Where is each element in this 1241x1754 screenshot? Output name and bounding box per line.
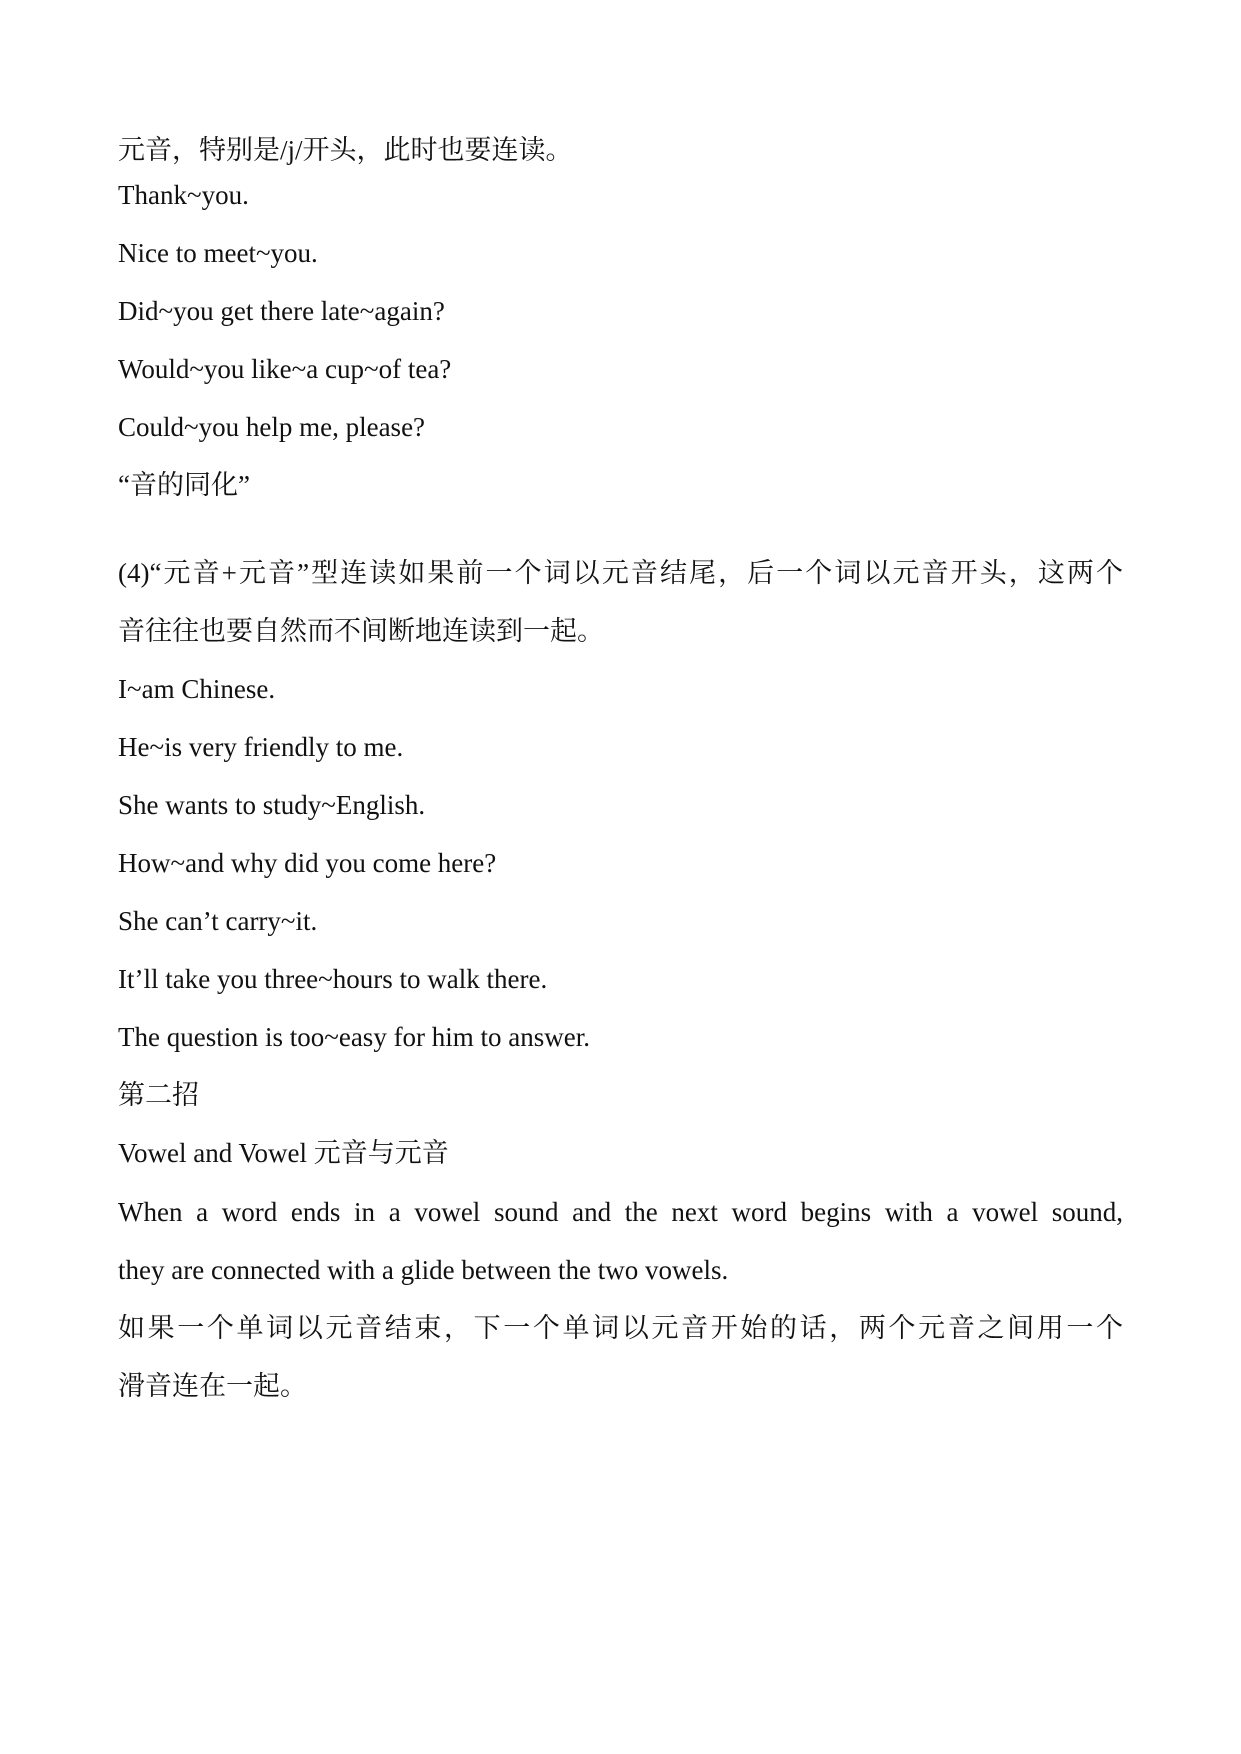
paragraph-vowel-vowel-line-2: 音往往也要自然而不间断地连读到一起。 [118,616,604,646]
example-sentence-2: Nice to meet~you. [118,238,318,268]
example-sentence-12: The question is too~easy for him to answer. [118,1022,591,1052]
example-sentence-4: Would~you like~a cup~of tea? [118,354,452,384]
example-sentence-5: Could~you help me, please? [118,412,426,442]
example-sentence-7: He~is very friendly to me. [118,732,404,762]
section-heading-vowel-and-vowel: Vowel and Vowel 元音与元音 [118,1138,449,1168]
example-sentence-1: Thank~you. [118,180,249,210]
example-sentence-6: I~am Chinese. [118,674,276,704]
example-sentence-3: Did~you get there late~again? [118,296,445,326]
example-sentence-8: She wants to study~English. [118,790,426,820]
english-paragraph-line-1: When a word ends in a vowel sound and the next word begins with a vowel sound, [118,1197,1123,1227]
example-sentence-10: She can’t carry~it. [118,906,318,936]
chinese-paragraph-line-1: 如果一个单词以元音结束，下一个单词以元音开始的话，两个元音之间用一个 [118,1313,1123,1343]
english-paragraph-line-2: they are connected with a glide between the two vowels. [118,1255,729,1285]
example-sentence-9: How~and why did you come here? [118,848,497,878]
text-line-1: 元音，特别是/j/开头，此时也要连读。 [118,135,573,165]
example-sentence-11: It’ll take you three~hours to walk there. [118,964,548,994]
section-heading-second-trick: 第二招 [118,1080,199,1110]
chinese-paragraph-line-2: 滑音连在一起。 [118,1371,307,1401]
section-heading-assimilation: “音的同化” [118,470,250,500]
paragraph-vowel-vowel-line-1: (4)“元音+元音”型连读如果前一个词以元音结尾，后一个词以元音开头，这两个 [118,558,1123,588]
